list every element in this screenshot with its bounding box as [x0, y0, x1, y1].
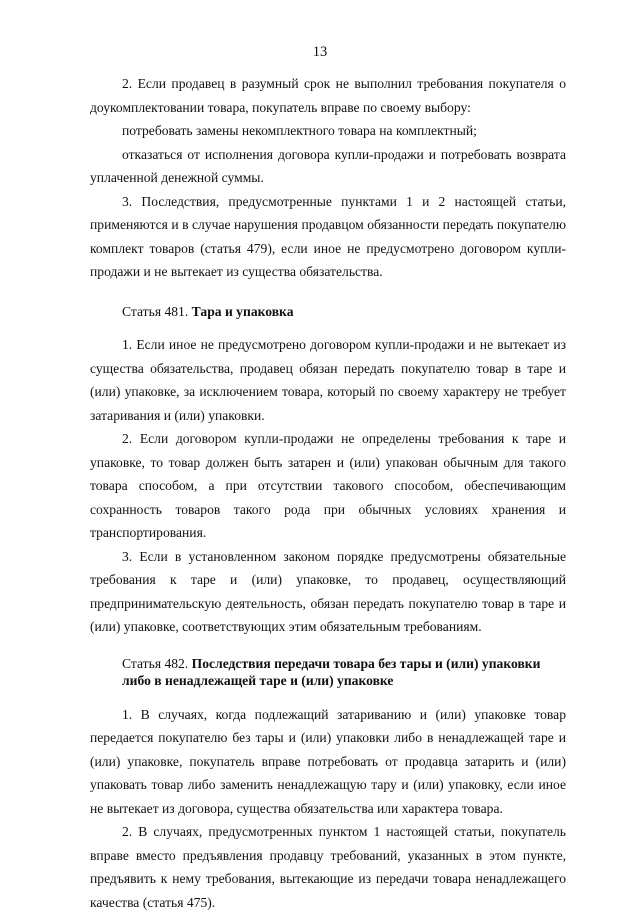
- paragraph: 2. В случаях, предусмотренных пунктом 1 настоящей статьи, покупатель вправе вместо предъявления продавцу требований, указанных в этом пункте, предъявить к нему требования, вытекающие из передачи товара ненадлежащего качества (статья 475).: [90, 824, 566, 910]
- article-title: Последствия передачи товара без тары и (или) упаковки либо в ненадлежащей таре и (или) упаковке: [122, 655, 541, 688]
- page-number: 13: [312, 44, 328, 60]
- article-number: Статья 481.: [122, 303, 189, 319]
- paragraph: 3. Последствия, предусмотренные пунктами 1 и 2 настоящей статьи, применяются и в случае нарушения продавцом обязанности передать покупателю комплект товаров (статья 479), если иное не предусмотрено договором купли-продажи и не вытекает из существа обязательства.: [90, 193, 566, 279]
- paragraph: отказаться от исполнения договора купли-продажи и потребовать возврата уплаченной денежной суммы.: [90, 146, 566, 185]
- paragraph: 2. Если продавец в разумный срок не выполнил требования покупателя о доукомплектовании товара, покупатель вправе по своему выбору:: [90, 76, 566, 115]
- paragraph: потребовать замены некомплектного товара на комплектный;: [122, 123, 477, 138]
- article-heading: [90, 655, 566, 689]
- article-number: Статья 482.: [122, 655, 189, 671]
- paragraph: 3. Если в установленном законом порядке предусмотрены обязательные требования к таре и (или) упаковке, то продавец, осуществляющий предпринимательскую деятельность, обязан передать покупателю товар в таре и (или) упаковке, соответствующих этим обязательным требованиям.: [90, 548, 566, 634]
- paragraph: 2. Если договором купли-продажи не определены требования к таре и упаковке, то товар должен быть затарен и (или) упакован обычным для такого товара способом, а при отсутствии такового способом, обеспечивающим сохранность товаров такого рода при обычных условиях хранения и транспортирования.: [90, 431, 566, 540]
- document-body: [90, 72, 566, 914]
- article-title: Тара и упаковка: [191, 303, 294, 319]
- paragraph: 1. В случаях, когда подлежащий затариванию и (или) упаковке товар передается покупателю без тары и (или) упаковки либо в ненадлежащей таре и (или) упаковке, покупатель вправе потребовать от продавца затарить и (или) упаковать товар либо заменить ненадлежащую тару и (или) упаковку, если иное не вытекает из договора, существа обязательства или характера товара.: [90, 706, 566, 816]
- article-heading: [90, 300, 566, 324]
- paragraph: 1. Если иное не предусмотрено договором купли-продажи и не вытекает из существа обязательства, продавец обязан передать покупателю товар в таре и (или) упаковке, за исключением товара, который по своему характеру не требует затаривания и (или) упаковки.: [90, 337, 566, 423]
